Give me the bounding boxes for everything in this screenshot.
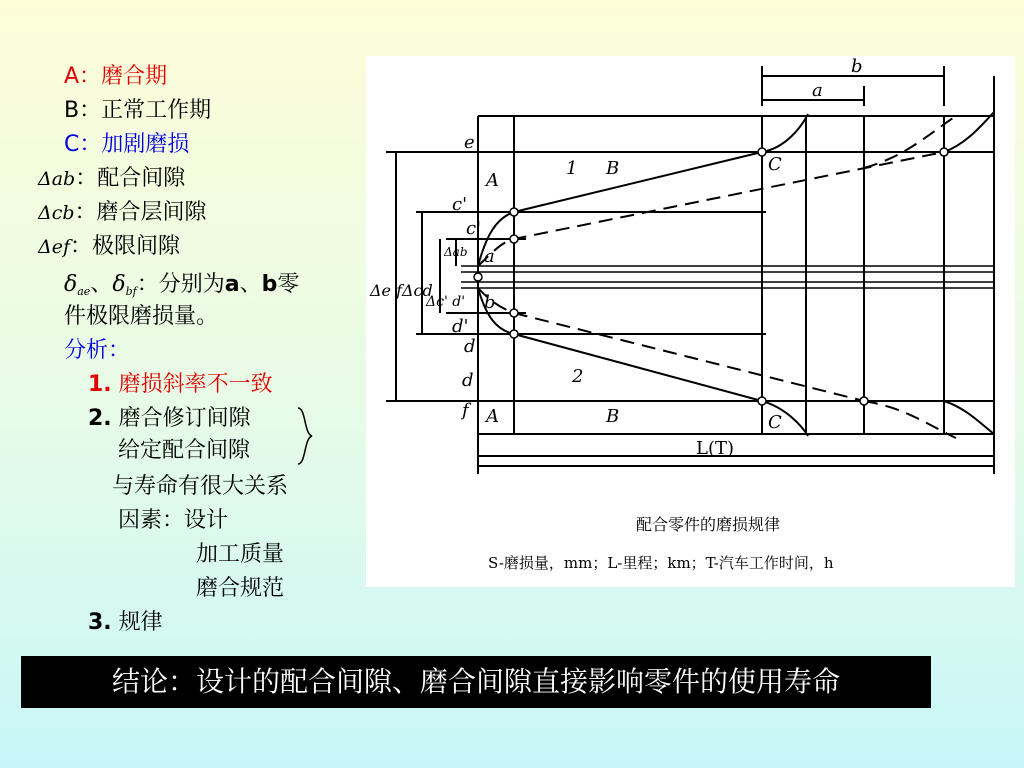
- delta-text-b: b: [261, 272, 278, 297]
- label-a-mid: a: [484, 246, 495, 267]
- label-c-prime2: c': [466, 218, 482, 239]
- label-delta-cd: Δcd: [402, 281, 433, 300]
- a-label: A：: [64, 64, 102, 89]
- label-d-prime2: d': [464, 336, 481, 357]
- curve-dashed-upper: [478, 152, 944, 266]
- delta-text-2: 零: [277, 272, 300, 297]
- item1-num: 1.: [88, 372, 112, 397]
- factors-3: 磨合规范: [196, 576, 285, 601]
- item-2: [88, 404, 251, 434]
- label-curve-2: 2: [572, 366, 584, 387]
- figure-legend: S-磨损量，mm；L-里程；km；T-汽车工作时间，h: [488, 554, 834, 572]
- wear-diagram: [366, 56, 1015, 587]
- point-upper-4: [940, 148, 948, 156]
- line-b: [64, 96, 211, 126]
- label-C-lower: C: [768, 412, 782, 433]
- b-text: 正常工作期: [101, 98, 212, 123]
- point-upper-2: [510, 235, 518, 243]
- item-3: [88, 608, 163, 638]
- point-lower-2: [510, 330, 518, 338]
- factors-2: 加工质量: [196, 542, 285, 567]
- curve-1-upper-end: [762, 114, 808, 152]
- curve-dashed-upper-end: [864, 116, 956, 168]
- delta1-main: δ: [64, 272, 78, 297]
- label-B-lower: B: [606, 406, 620, 427]
- dab-text: ：配合间隙: [75, 166, 186, 191]
- label-A-lower: A: [486, 406, 499, 427]
- c-text: 加剧磨损: [101, 132, 190, 157]
- item2-num: 2.: [88, 406, 112, 431]
- label-b-mid: b: [484, 292, 496, 313]
- factors-1: 设计: [184, 508, 229, 533]
- a-text: 磨合期: [101, 64, 168, 89]
- brace-icon: [294, 406, 316, 466]
- delta-separator: 、: [90, 272, 113, 297]
- curve-lower-tail: [944, 401, 994, 434]
- figure-caption: 配合零件的磨损规律: [636, 515, 781, 534]
- label-b-top: b: [851, 56, 863, 77]
- line-dab: [38, 164, 185, 194]
- point-upper-1: [510, 208, 518, 216]
- def-symbol: Δef: [38, 236, 70, 258]
- delta-text-a: a: [224, 272, 240, 297]
- line-delta-2: [64, 302, 218, 332]
- item3-num: 3.: [88, 610, 112, 635]
- curve-dashed-lower-end: [864, 401, 956, 438]
- label-d: d: [462, 370, 474, 391]
- item2-relation: 与寿命有很大关系: [112, 474, 289, 499]
- line-dcb: [38, 198, 207, 228]
- label-LT: L(T): [696, 438, 735, 459]
- point-origin: [474, 273, 482, 281]
- point-lower-4: [860, 397, 868, 405]
- item2-text: 磨合修订间隙: [118, 406, 251, 431]
- delta-text-1: ：分别为: [136, 272, 225, 297]
- label-C-upper: C: [768, 154, 782, 175]
- delta2-sub: bf: [125, 285, 137, 298]
- delta-text-sep: 、: [239, 272, 262, 297]
- label-c-prime: c': [452, 194, 468, 215]
- b-label: B：: [64, 98, 102, 123]
- label-e: e: [464, 132, 475, 153]
- dab-symbol: Δab: [38, 168, 76, 190]
- label-a-top: a: [812, 80, 823, 101]
- def-text: ：极限间隙: [70, 234, 181, 259]
- curve-2-lower: [478, 288, 762, 401]
- conclusion-banner: 结论：设计的配合间隙、磨合间隙直接影响零件的使用寿命: [21, 656, 931, 708]
- factors-label: 因素：: [118, 508, 185, 533]
- delta1-sub: ae: [77, 285, 91, 298]
- line-a: [64, 62, 167, 92]
- wear-diagram-svg: [366, 56, 1015, 587]
- delta2-main: δ: [112, 272, 126, 297]
- label-B-upper: B: [606, 158, 620, 179]
- item2-sub1: 给定配合间隙: [118, 438, 251, 463]
- label-d-prime: d': [452, 316, 469, 337]
- label-delta-ab: Δab: [444, 245, 468, 259]
- point-upper-3: [758, 148, 766, 156]
- label-A-upper: A: [486, 170, 499, 191]
- delta-line2: 件极限磨损量。: [64, 304, 219, 329]
- point-lower-3: [758, 397, 766, 405]
- c-label: C：: [64, 132, 102, 157]
- line-def: [38, 232, 180, 262]
- line-c: [64, 130, 189, 160]
- analysis-title: 分析：: [64, 338, 131, 363]
- item-1: [88, 370, 273, 400]
- item3-text: 规律: [118, 610, 163, 635]
- dcb-text: ：磨合层间隙: [74, 200, 207, 225]
- label-delta-cd-prime: Δc' d': [426, 294, 466, 310]
- label-curve-1: 1: [566, 158, 578, 179]
- label-delta-ef: Δe f: [370, 281, 403, 300]
- curve-1-upper: [478, 152, 762, 266]
- dcb-symbol: Δcb: [38, 202, 75, 224]
- factors-line: [118, 506, 228, 536]
- label-f: f: [462, 400, 469, 421]
- item1-text: 磨损斜率不一致: [118, 372, 273, 397]
- point-lower-1: [510, 309, 518, 317]
